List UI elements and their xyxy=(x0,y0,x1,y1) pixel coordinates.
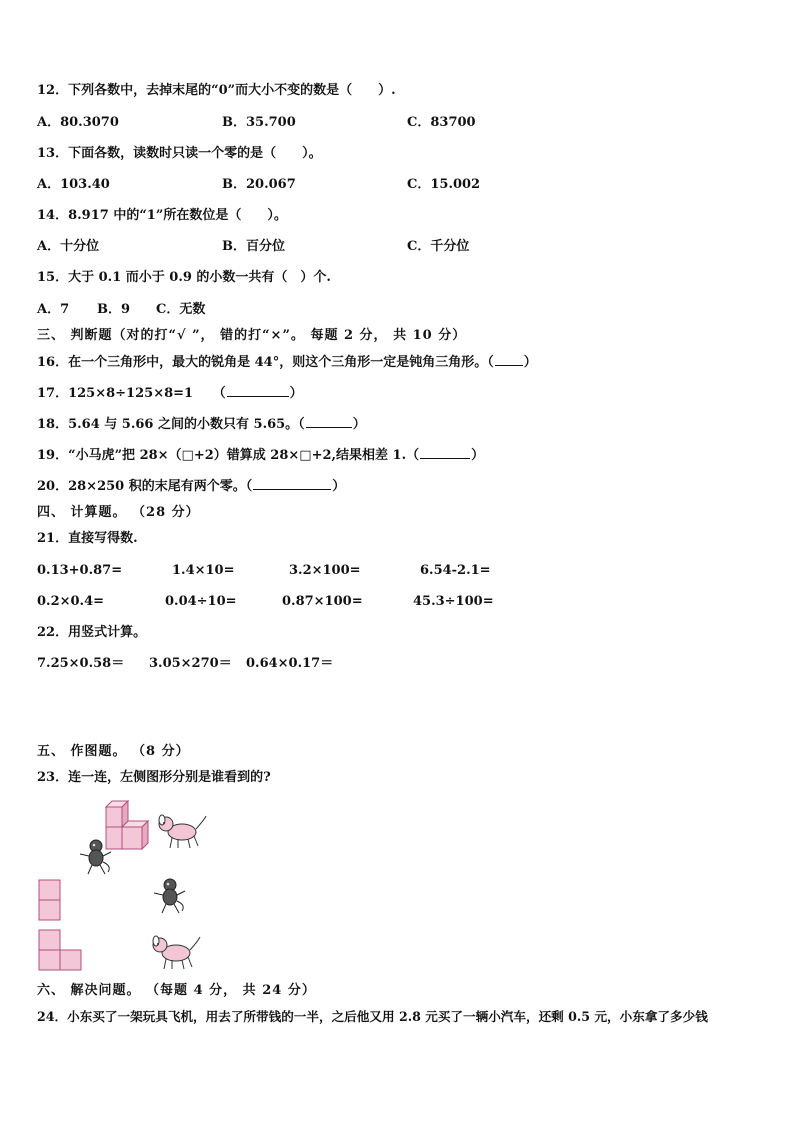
q20-close: ） xyxy=(332,479,346,494)
q18-close: ） xyxy=(352,417,366,432)
q18-text: 18．5.64 与 5.66 之间的小数只有 5.65。（ xyxy=(37,417,305,432)
q18 xyxy=(37,416,366,433)
q22-stem: 22．用竖式计算。 xyxy=(37,625,147,640)
q22-item: 3.05×270＝ xyxy=(149,656,232,671)
q18-answer-blank[interactable] xyxy=(306,416,352,428)
q20 xyxy=(37,478,345,495)
q23-stem: 23．连一连，左侧图形分别是谁看到的? xyxy=(37,770,271,785)
section-6-heading: 六、 解决问题。 （每题 4 分， 共 24 分） xyxy=(37,983,316,998)
q13-option-b[interactable]: B．20.067 xyxy=(222,177,296,192)
q24-text: 24．小东买了一架玩具飞机，用去了所带钱的一半，之后他又用 2.8 元买了一辆小汽车，还剩 0.5 元，小东拿了多少钱 xyxy=(37,1009,708,1024)
q12-stem: 12．下列各数中，去掉末尾的“0”而大小不变的数是（ ）. xyxy=(37,83,396,98)
q21-item: 0.2×0.4= xyxy=(37,594,105,609)
section-4-heading: 四、 计算题。 （28 分） xyxy=(37,505,200,520)
q12-option-c[interactable]: C．83700 xyxy=(407,115,476,130)
q19-answer-blank[interactable] xyxy=(420,447,470,459)
monkey-icon[interactable] xyxy=(152,877,188,915)
q14-option-b[interactable]: B．百分位 xyxy=(222,239,285,254)
q21-item: 0.13+0.87= xyxy=(37,563,123,578)
q15-option-c[interactable]: C．无数 xyxy=(156,302,206,317)
dog-icon[interactable] xyxy=(150,933,204,971)
q13-option-a[interactable]: A．103.40 xyxy=(37,177,110,192)
q20-text: 20．28×250 积的末尾有两个零。（ xyxy=(37,479,253,494)
section-3-heading: 三、 判断题（对的打“√ ”， 错的打“×”。 每题 2 分， 共 10 分） xyxy=(37,328,467,343)
q16-close: ） xyxy=(523,355,537,370)
q19 xyxy=(37,447,484,464)
q21-item: 0.87×100= xyxy=(282,594,363,609)
q21-item: 3.2×100= xyxy=(289,563,361,578)
section-5-heading: 五、 作图题。 （8 分） xyxy=(37,744,190,759)
q14-option-a[interactable]: A．十分位 xyxy=(37,239,100,254)
q21-item: 45.3÷100= xyxy=(413,594,494,609)
q13-stem: 13．下面各数，读数时只读一个零的是（ ）。 xyxy=(37,146,322,161)
q14-option-c[interactable]: C．千分位 xyxy=(407,239,470,254)
q17 xyxy=(37,385,303,402)
q13-option-c[interactable]: C．15.002 xyxy=(407,177,481,192)
q17-close: ） xyxy=(289,386,303,401)
q15-stem: 15．大于 0.1 而小于 0.9 的小数一共有（ ）个. xyxy=(37,270,331,285)
q16 xyxy=(37,354,537,371)
q17-answer-blank[interactable] xyxy=(227,385,289,397)
view-figure-vertical[interactable] xyxy=(38,879,62,923)
view-figure-l-shape[interactable] xyxy=(38,929,84,973)
q22-item: 0.64×0.17＝ xyxy=(246,656,334,671)
q16-answer-blank[interactable] xyxy=(495,354,523,366)
q16-text: 16．在一个三角形中，最大的锐角是 44°，则这个三角形一定是钝角三角形。（ xyxy=(37,355,494,370)
q20-answer-blank[interactable] xyxy=(253,478,331,490)
q15-option-a[interactable]: A．7 xyxy=(37,302,70,317)
q17-text: 17．125×8÷125×8=1 （ xyxy=(37,386,226,401)
dog-icon xyxy=(156,812,210,850)
q14-stem: 14．8.917 中的“1”所在数位是（ ）。 xyxy=(37,208,287,223)
q12-option-a[interactable]: A．80.3070 xyxy=(37,115,119,130)
q21-stem: 21．直接写得数. xyxy=(37,531,138,546)
q15-option-b[interactable]: B．9 xyxy=(97,302,131,317)
q19-close: ） xyxy=(471,448,485,463)
q22-item: 7.25×0.58＝ xyxy=(37,656,125,671)
monkey-icon xyxy=(78,838,114,876)
q12-option-b[interactable]: B．35.700 xyxy=(222,115,296,130)
q21-item: 6.54-2.1= xyxy=(420,563,491,578)
q19-text: 19．“小马虎”把 28×（□+2）错算成 28×□+2,结果相差 1.（ xyxy=(37,448,420,463)
q21-item: 0.04÷10= xyxy=(165,594,237,609)
q21-item: 1.4×10= xyxy=(172,563,235,578)
